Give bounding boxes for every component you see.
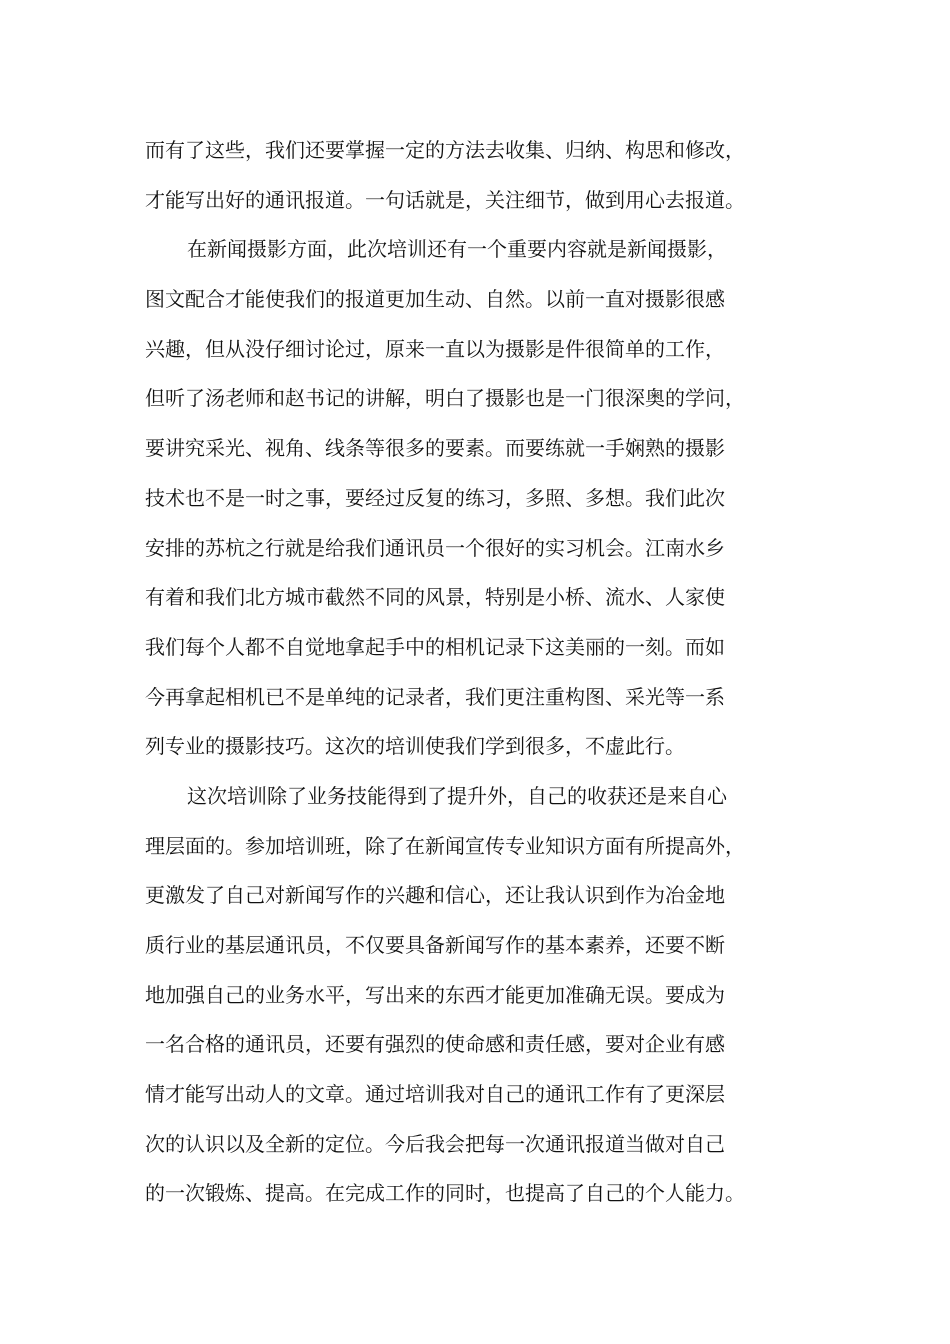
- text-line: 要讲究采光、视角、线条等很多的要素。而要练就一手娴熟的摄影: [145, 436, 725, 461]
- text-line: 理层面的。参加培训班，除了在新闻宣传专业知识方面有所提高外，: [145, 833, 745, 858]
- text-line: 地加强自己的业务水平，写出来的东西才能更加准确无误。要成为: [145, 982, 725, 1007]
- paragraph: [145, 225, 825, 772]
- text-line: 一名合格的通讯员，还要有强烈的使命感和责任感，要对企业有感: [145, 1032, 725, 1057]
- text-line: 但听了汤老师和赵书记的讲解，明白了摄影也是一门很深奥的学问，: [145, 386, 745, 411]
- text-line: 图文配合才能使我们的报道更加生动、自然。以前一直对摄影很感: [145, 287, 725, 312]
- paragraph: [145, 772, 825, 1219]
- text-line: 而有了这些，我们还要掌握一定的方法去收集、归纳、构思和修改，: [145, 138, 745, 162]
- body-text: [145, 126, 825, 1219]
- text-line: 我们每个人都不自觉地拿起手中的相机记录下这美丽的一刻。而如: [145, 634, 725, 659]
- text-line: 情才能写出动人的文章。通过培训我对自己的通讯工作有了更深层: [145, 1082, 725, 1107]
- text-line: 在新闻摄影方面，此次培训还有一个重要内容就是新闻摄影，: [187, 237, 727, 262]
- text-line: 这次培训除了业务技能得到了提升外，自己的收获还是来自心: [187, 783, 727, 808]
- text-line: 安排的苏杭之行就是给我们通讯员一个很好的实习机会。江南水乡: [145, 535, 725, 560]
- text-line: 技术也不是一时之事，要经过反复的练习，多照、多想。我们此次: [145, 485, 725, 510]
- text-line: 今再拿起相机已不是单纯的记录者，我们更注重构图、采光等一系: [145, 684, 725, 709]
- text-line: 兴趣，但从没仔细讨论过，原来一直以为摄影是件很简单的工作，: [145, 336, 725, 361]
- paragraph: [145, 126, 825, 225]
- text-line: 更激发了自己对新闻写作的兴趣和信心，还让我认识到作为冶金地: [145, 883, 725, 908]
- text-line: 的一次锻炼、提高。在完成工作的同时，也提高了自己的个人能力。: [145, 1181, 745, 1206]
- text-line: 列专业的摄影技巧。这次的培训使我们学到很多，不虚此行。: [145, 734, 685, 759]
- text-line: 次的认识以及全新的定位。今后我会把每一次通讯报道当做对自己: [145, 1131, 725, 1156]
- text-line: 才能写出好的通讯报道。一句话就是，关注细节，做到用心去报道。: [145, 187, 745, 212]
- text-line: 质行业的基层通讯员，不仅要具备新闻写作的基本素养，还要不断: [145, 933, 725, 957]
- text-line: 有着和我们北方城市截然不同的风景，特别是小桥、流水、人家使: [145, 585, 725, 610]
